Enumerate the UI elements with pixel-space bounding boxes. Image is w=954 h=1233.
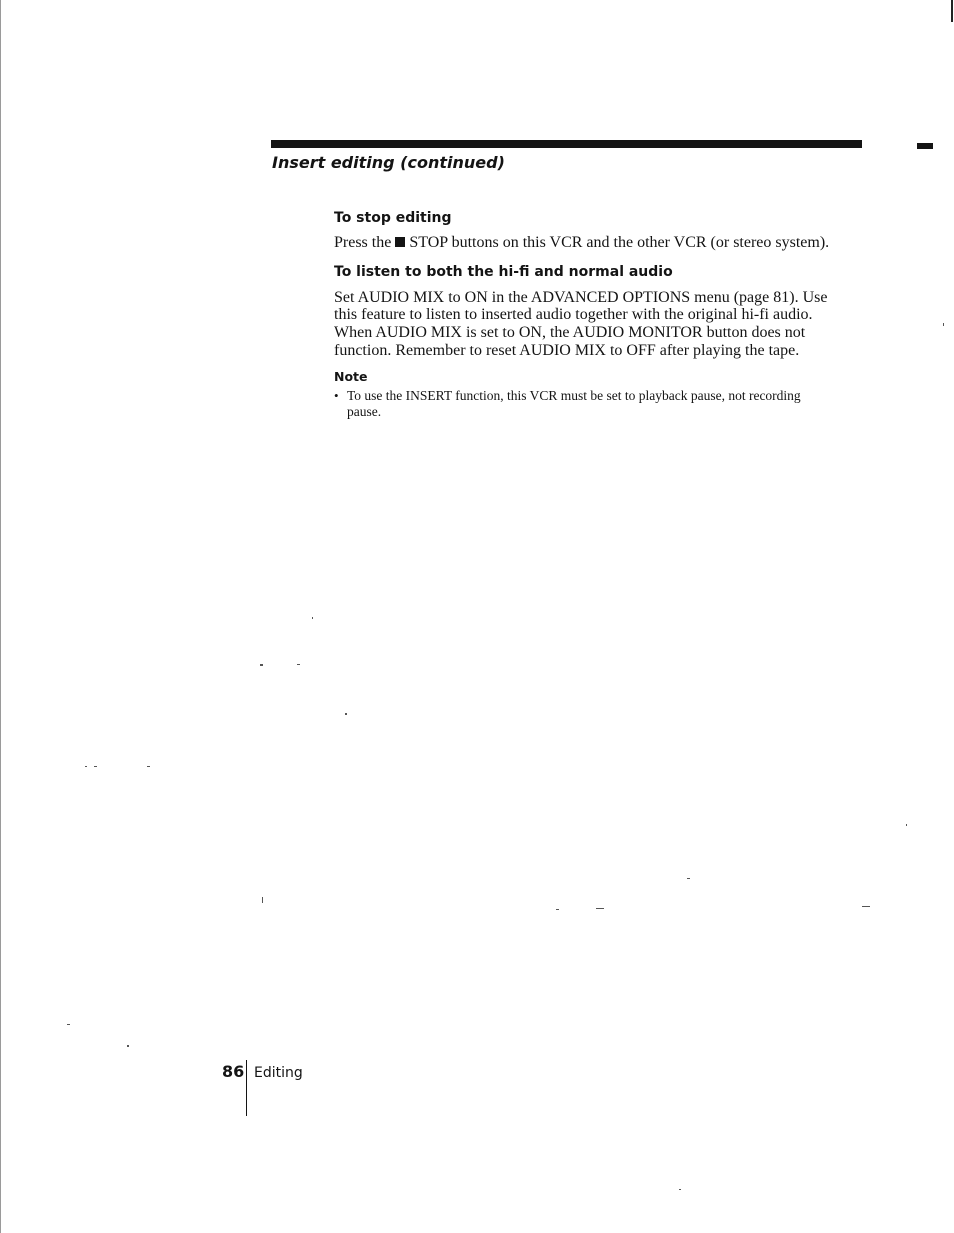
scan-edge [0,0,1,1233]
stop-editing-prefix: Press the [334,234,392,251]
hifi-audio-line-4: function. Remember to reset AUDIO MIX to OFF after playing the tape. [334,342,800,359]
header-rule [271,140,862,148]
footer-section-name: Editing [254,1065,303,1081]
scan-speck [262,897,263,903]
scan-mark [951,0,953,22]
scan-speck [906,824,907,826]
hifi-audio-line-2: this feature to listen to inserted audio together with the original hi-fi audio. [334,306,813,323]
hifi-audio-line-1: Set AUDIO MIX to ON in the ADVANCED OPTIONS menu (page 81). Use [334,289,828,306]
scan-speck [943,323,944,326]
scan-speck [297,664,300,665]
scan-speck [862,906,870,907]
stop-editing-text: STOP buttons on this VCR and the other VCR (or stereo system). [409,234,830,251]
scan-speck [687,878,690,879]
scan-speck [556,909,559,910]
scan-speck [679,1189,681,1190]
note-text [347,388,801,420]
hifi-audio-line-3: When AUDIO MIX is set to ON, the AUDIO MONITOR button does not [334,324,806,341]
chapter-tab-marker [917,143,933,149]
stop-square-icon [395,237,405,247]
subheading-stop-editing: To stop editing [334,210,452,226]
stop-editing-paragraph [334,234,829,252]
scan-speck [596,908,604,909]
section-title: Insert editing (continued) [272,153,505,172]
scan-speck [312,617,313,619]
scan-speck [85,766,87,767]
footer-divider [246,1060,247,1116]
note-label: Note [334,369,368,384]
note-line-1: To use the INSERT function, this VCR must be set to playback pause, not recording [347,388,801,403]
scan-speck [67,1024,70,1025]
scan-speck [260,664,263,666]
page-number: 86 [222,1062,245,1081]
subheading-hifi-audio: To listen to both the hi-fi and normal audio [334,264,673,280]
note-bullet: • [334,388,339,403]
scan-speck [94,766,97,767]
scan-speck [345,713,347,715]
note-line-2: pause. [347,404,382,419]
scan-speck [127,1045,129,1047]
scan-speck [147,766,150,767]
